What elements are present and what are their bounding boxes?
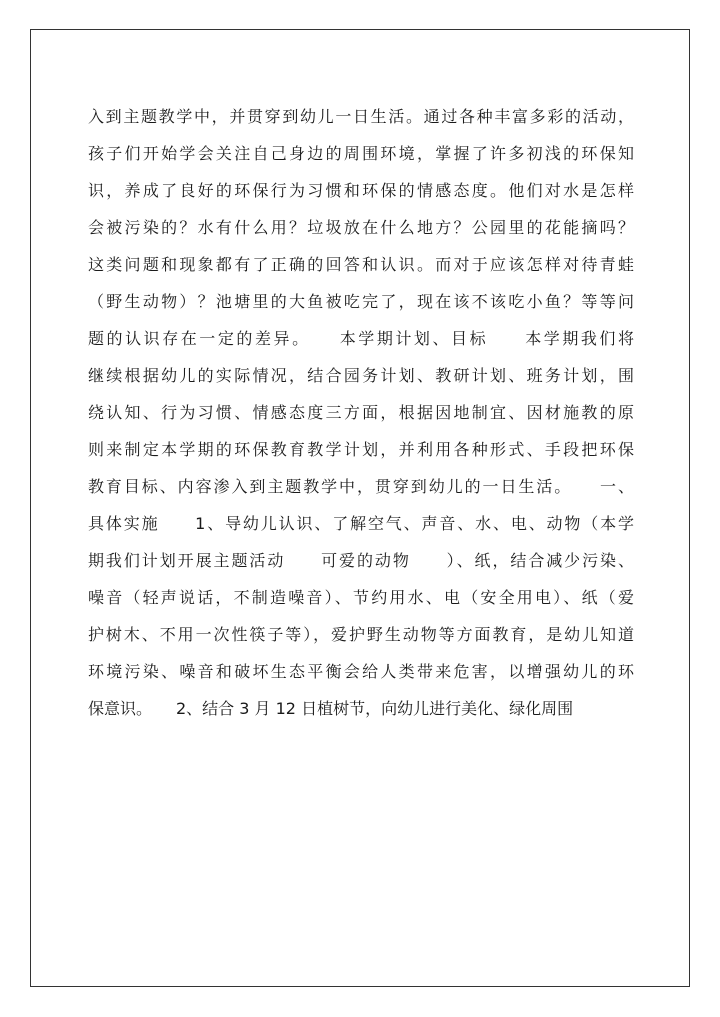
text-line: 护树木、不用一次性筷子等），爱护野生动物等方面教育，是幼儿知道 xyxy=(88,625,634,644)
text-line: 这类问题和现象都有了正确的回答和认识。而对于应该怎样对待青蛙 xyxy=(88,255,634,274)
text-line: 入到主题教学中，并贯穿到幼儿一日生活。通过各种丰富多彩的活动， xyxy=(88,107,634,126)
text-line: 则来制定本学期的环保教育教学计划，并利用各种形式、手段把环保 xyxy=(88,440,634,459)
text-line: 识，养成了良好的环保行为习惯和环保的情感态度。他们对水是怎样 xyxy=(88,181,634,200)
text-line: 题的认识存在一定的差异。 本学期计划、目标 本学期我们将 xyxy=(88,329,634,348)
text-line: 具体实施 1、导幼儿认识、了解空气、声音、水、电、动物（本学 xyxy=(88,514,634,533)
text-line: （野生动物）？池塘里的大鱼被吃完了，现在该不该吃小鱼？等等问 xyxy=(88,292,634,311)
text-line: 环境污染、噪音和破坏生态平衡会给人类带来危害，以增强幼儿的环 xyxy=(88,662,634,681)
document-body xyxy=(88,98,634,727)
text-line: 孩子们开始学会关注自己身边的周围环境，掌握了许多初浅的环保知 xyxy=(88,144,634,163)
text-line: 教育目标、内容渗入到主题教学中，贯穿到幼儿的一日生活。 一、 xyxy=(88,477,634,496)
text-line: 继续根据幼儿的实际情况，结合园务计划、教研计划、班务计划，围 xyxy=(88,366,634,385)
text-line: 会被污染的？水有什么用？垃圾放在什么地方？公园里的花能摘吗？ xyxy=(88,218,634,237)
text-line: 期我们计划开展主题活动 可爱的动物 ）、纸，结合减少污染、 xyxy=(88,551,634,570)
text-line: 保意识。 2、结合 3 月 12 日植树节，向幼儿进行美化、绿化周围 xyxy=(88,699,574,718)
text-line: 绕认知、行为习惯、情感态度三方面，根据因地制宜、因材施教的原 xyxy=(88,403,634,422)
text-line: 噪音（轻声说话，不制造噪音）、节约用水、电（安全用电）、纸（爱 xyxy=(88,588,634,607)
